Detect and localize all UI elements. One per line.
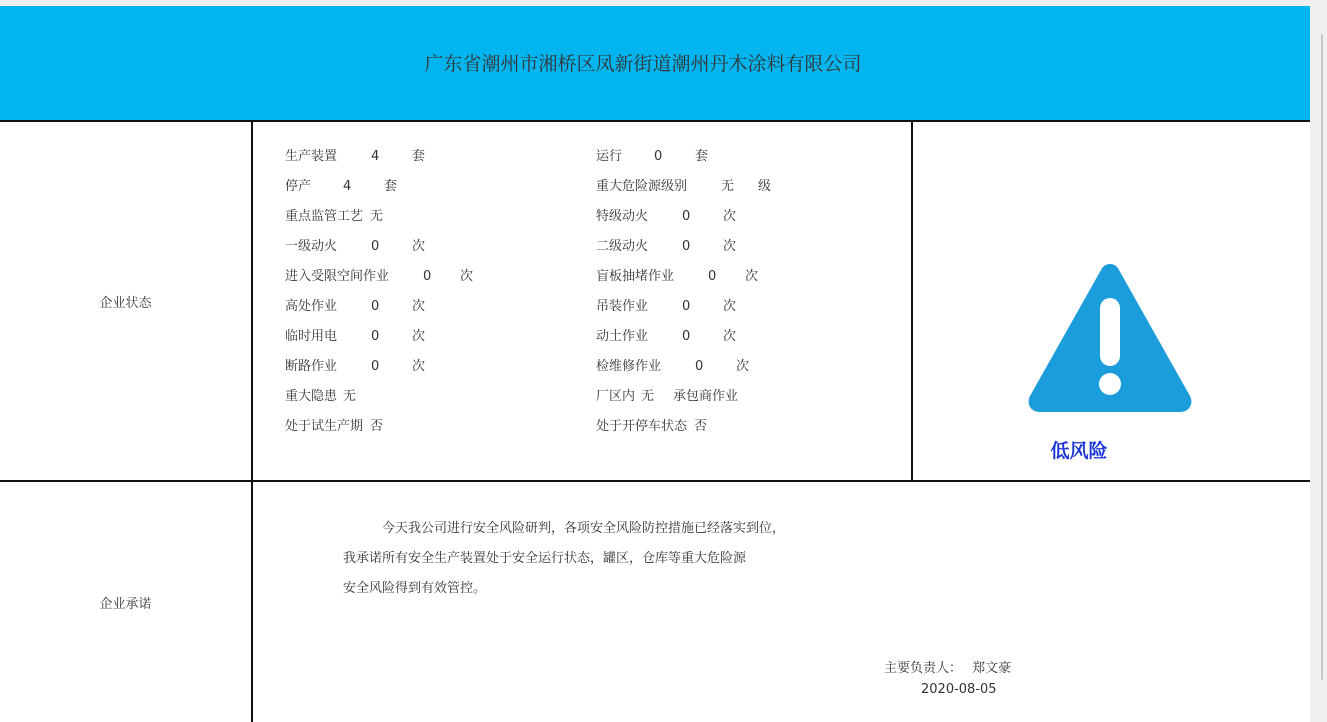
signer-row xyxy=(884,657,1011,676)
divider-label-column xyxy=(251,120,253,722)
status-value: 4 xyxy=(343,179,352,194)
scrollbar-thumb[interactable] xyxy=(1321,34,1323,680)
status-label: 处于开停车状态 xyxy=(596,419,688,434)
promise-line-2: 我承诺所有安全生产装置处于安全运行状态，罐区，仓库等重大危险源 xyxy=(343,551,747,566)
status-label: 停产 xyxy=(285,179,312,194)
report-page xyxy=(0,6,1310,722)
status-value: 无 xyxy=(641,389,655,404)
status-unit: 次 xyxy=(460,269,474,284)
status-value: 0 xyxy=(682,329,691,344)
status-row-left-4 xyxy=(285,238,605,256)
status-label: 重大隐患 xyxy=(285,389,338,404)
company-title: 广东省潮州市湘桥区凤新街道潮州丹木涂料有限公司 xyxy=(424,52,862,75)
status-row-right-1 xyxy=(596,148,916,166)
signer-name: 郑文豪 xyxy=(972,661,1012,676)
status-unit: 级 xyxy=(758,179,772,194)
header-bar xyxy=(0,6,1310,120)
status-row-right-10 xyxy=(596,418,916,436)
status-row-left-3 xyxy=(285,208,605,226)
status-unit: 次 xyxy=(745,269,759,284)
status-unit: 次 xyxy=(723,329,737,344)
status-row-left-1 xyxy=(285,148,605,166)
risk-panel xyxy=(912,122,1310,480)
status-row-right-2 xyxy=(596,178,916,196)
promise-line-3: 安全风险得到有效管控。 xyxy=(343,581,487,596)
status-value: 0 xyxy=(682,209,691,224)
status-value: 0 xyxy=(371,239,380,254)
promise-line-1: 今天我公司进行安全风险研判，各项安全风险防控措施已经落实到位， xyxy=(382,521,786,536)
status-value: 无 xyxy=(370,209,384,224)
status-unit: 次 xyxy=(736,359,750,374)
status-label: 重点监管工艺 xyxy=(285,209,364,224)
status-unit: 次 xyxy=(412,299,426,314)
status-unit: 承包商作业 xyxy=(673,389,739,404)
status-row-right-6 xyxy=(596,298,916,316)
status-value: 0 xyxy=(371,329,380,344)
risk-level-text: 低风险 xyxy=(1050,440,1108,462)
status-label: 二级动火 xyxy=(596,239,649,254)
status-label: 盲板抽堵作业 xyxy=(596,269,675,284)
status-value: 无 xyxy=(721,179,735,194)
status-label: 处于试生产期 xyxy=(285,419,364,434)
status-label: 临时用电 xyxy=(285,329,338,344)
status-row-left-2 xyxy=(285,178,605,196)
status-label: 高处作业 xyxy=(285,299,338,314)
status-row-right-5 xyxy=(596,268,916,286)
warning-triangle-icon xyxy=(1026,260,1194,420)
status-value: 0 xyxy=(695,359,704,374)
status-row-left-10 xyxy=(285,418,605,436)
status-unit: 套 xyxy=(695,149,709,164)
status-row-right-3 xyxy=(596,208,916,226)
status-row-left-8 xyxy=(285,358,605,376)
status-value: 0 xyxy=(682,239,691,254)
status-label: 重大危险源级别 xyxy=(596,179,688,194)
status-value: 否 xyxy=(694,419,708,434)
status-unit: 次 xyxy=(723,299,737,314)
status-label: 特级动火 xyxy=(596,209,649,224)
status-label: 厂区内 xyxy=(596,389,636,404)
status-value: 0 xyxy=(654,149,663,164)
status-label: 一级动火 xyxy=(285,239,338,254)
status-unit: 次 xyxy=(412,359,426,374)
status-unit: 套 xyxy=(412,149,426,164)
status-value: 4 xyxy=(371,149,380,164)
promise-date: 2020-08-05 xyxy=(921,682,997,697)
status-label: 运行 xyxy=(596,149,623,164)
status-label: 动土作业 xyxy=(596,329,649,344)
status-value: 0 xyxy=(682,299,691,314)
status-unit: 次 xyxy=(723,239,737,254)
status-label: 检维修作业 xyxy=(596,359,662,374)
status-label: 断路作业 xyxy=(285,359,338,374)
status-label: 进入受限空间作业 xyxy=(285,269,390,284)
status-label: 吊装作业 xyxy=(596,299,649,314)
status-section-label: 企业状态 xyxy=(99,295,152,311)
status-value: 无 xyxy=(343,389,357,404)
status-unit: 次 xyxy=(723,209,737,224)
status-label: 生产装置 xyxy=(285,149,338,164)
status-value: 0 xyxy=(371,299,380,314)
status-row-left-6 xyxy=(285,298,605,316)
status-value: 0 xyxy=(371,359,380,374)
status-value: 否 xyxy=(370,419,384,434)
status-unit: 套 xyxy=(384,179,398,194)
status-unit: 次 xyxy=(412,329,426,344)
status-row-right-9 xyxy=(596,388,916,406)
status-row-right-8 xyxy=(596,358,916,376)
promise-section-label: 企业承诺 xyxy=(99,596,152,612)
status-row-right-4 xyxy=(596,238,916,256)
status-value: 0 xyxy=(708,269,717,284)
status-value: 0 xyxy=(423,269,432,284)
status-row-left-5 xyxy=(285,268,605,286)
vertical-scrollbar[interactable] xyxy=(1310,0,1327,722)
status-row-right-7 xyxy=(596,328,916,346)
status-row-left-7 xyxy=(285,328,605,346)
signer-label: 主要负责人： xyxy=(884,661,963,676)
status-unit: 次 xyxy=(412,239,426,254)
status-row-left-9 xyxy=(285,388,605,406)
